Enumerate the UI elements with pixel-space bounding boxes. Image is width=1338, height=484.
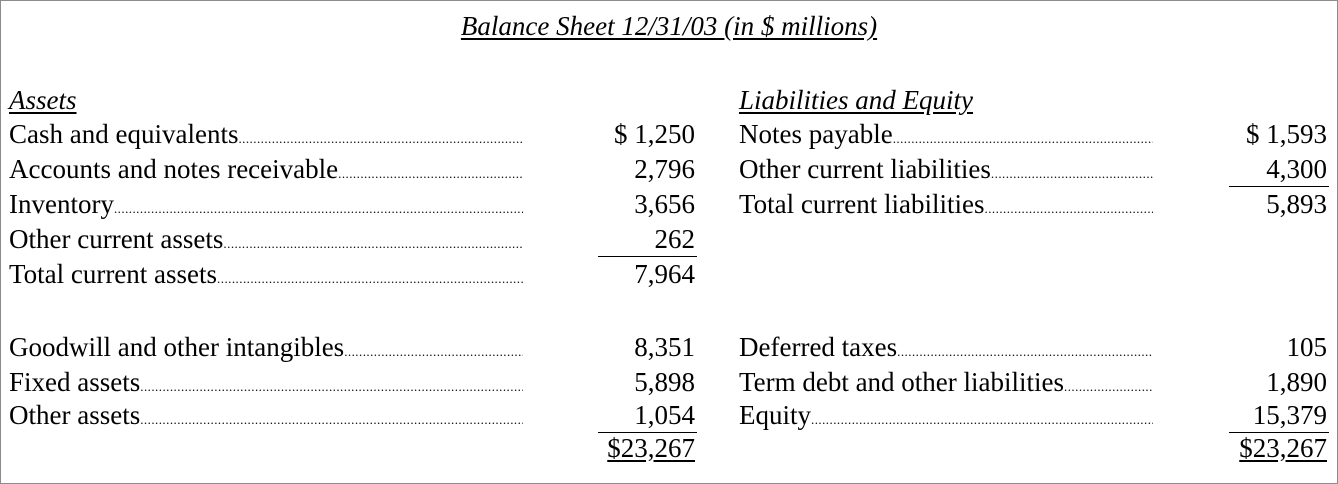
- liab-row-deferred-taxes: [739, 330, 1329, 364]
- asset-row-inventory: [9, 187, 699, 221]
- row-value: $ 1,593: [1246, 119, 1327, 149]
- leader-dots: [217, 257, 523, 296]
- row-value: 8,351: [634, 332, 695, 362]
- row-label: Goodwill and other intangibles: [9, 332, 345, 362]
- page-title: Balance Sheet 12/31/03 (in $ millions): [460, 11, 878, 41]
- row-label: Total current assets: [9, 259, 218, 289]
- row-value: $ 1,250: [614, 119, 695, 149]
- row-label: Total current liabilities: [739, 189, 985, 219]
- row-label: Term debt and other liabilities: [739, 367, 1065, 397]
- assets-heading: Assets: [9, 85, 77, 115]
- liabilities-heading: Liabilities and Equity: [739, 85, 973, 115]
- asset-row-fixed: [9, 365, 699, 399]
- asset-row-other-current: [9, 222, 699, 256]
- row-value: 105: [1286, 332, 1327, 362]
- row-value: 2,796: [634, 154, 695, 184]
- row-value: 262: [654, 224, 695, 254]
- row-value: 15,379: [1252, 400, 1327, 430]
- asset-row-cash: [9, 117, 699, 151]
- leader-dots: [897, 330, 1153, 369]
- leader-dots: [238, 117, 523, 156]
- row-value: 4,300: [1266, 154, 1327, 184]
- leader-dots: [223, 222, 523, 261]
- leader-dots: [114, 187, 523, 226]
- row-label: Other current assets: [9, 224, 224, 254]
- row-value: 1,890: [1266, 367, 1327, 397]
- row-value: 7,964: [634, 259, 695, 289]
- assets-total: $23,267: [607, 433, 695, 463]
- liab-row-equity: [739, 398, 1329, 432]
- liab-row-other-current: [739, 152, 1329, 186]
- row-value: 5,893: [1266, 189, 1327, 219]
- asset-row-goodwill: [9, 330, 699, 364]
- liab-row-grand-total: [739, 431, 1329, 465]
- row-label: Equity: [739, 400, 811, 430]
- row-label: Other current liabilities: [739, 154, 991, 184]
- row-label: Accounts and notes receivable: [9, 154, 339, 184]
- row-value: 5,898: [634, 367, 695, 397]
- row-label: Deferred taxes: [739, 332, 898, 362]
- row-value: 3,656: [634, 189, 695, 219]
- leader-dots: [344, 330, 523, 369]
- liab-row-total-current: [739, 187, 1329, 221]
- row-label: Fixed assets: [9, 367, 141, 397]
- row-label: Other assets: [9, 400, 141, 430]
- asset-row-receivables: [9, 152, 699, 186]
- liab-row-term-debt: [739, 365, 1329, 399]
- leader-dots: [893, 117, 1153, 156]
- row-label: Notes payable: [739, 119, 893, 149]
- row-label: Cash and equivalents: [9, 119, 239, 149]
- asset-row-grand-total: [9, 431, 699, 465]
- leader-dots: [985, 187, 1153, 226]
- row-value: 1,054: [634, 400, 695, 430]
- row-label: Inventory: [9, 189, 114, 219]
- leader-dots: [991, 152, 1153, 191]
- asset-row-total-current: [9, 257, 699, 291]
- liab-row-notes-payable: [739, 117, 1329, 151]
- liabilities-total: $23,267: [1239, 433, 1327, 463]
- asset-row-other: [9, 398, 699, 432]
- leader-dots: [338, 152, 523, 191]
